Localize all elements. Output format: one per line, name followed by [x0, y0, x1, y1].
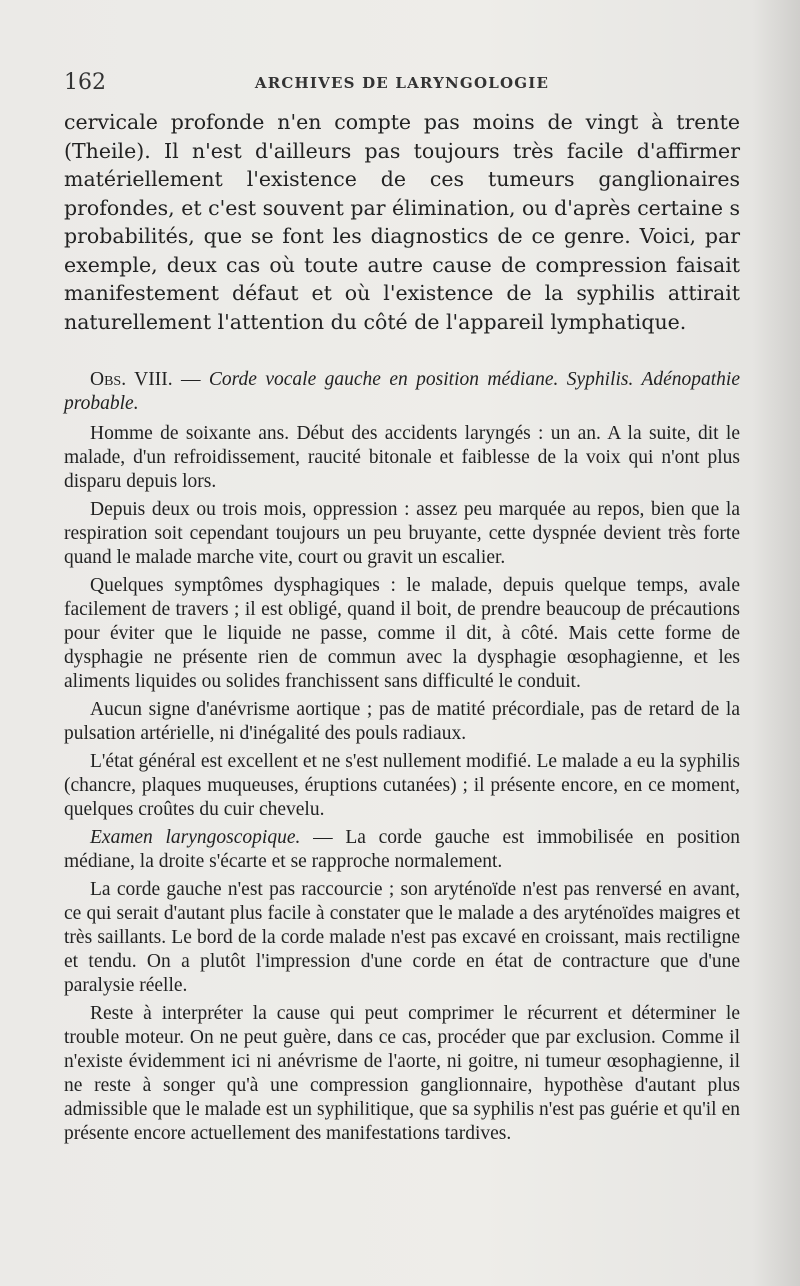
intro-paragraph	[64, 108, 740, 336]
observation-paragraph: La corde gauche n'est pas raccourcie ; son aryténoïde n'est pas renversé en avant, ce qui serait d'autant plus facile à constater que le malade a des aryténoïdes maigres et très saillants. Le bord de la corde malade n'est pas excavé en croissant, mais rectiligne et tendu. On a plutôt l'impression d'une corde en état de contracture que d'une paralysie réelle.	[64, 879, 740, 996]
observation-paragraph: Aucun signe d'anévrisme aortique ; pas de matité précordiale, pas de retard de la pulsation artérielle, ni d'inégalité des pouls radiaux.	[64, 699, 740, 744]
observation-title-italic: Corde vocale gauche en position médiane. Syphilis. Adénopathie probable.	[64, 369, 740, 414]
running-head: ARCHIVES DE LARYNGOLOGIE	[254, 74, 550, 92]
observation-paragraph: Homme de soixante ans. Début des accidents laryngés : un an. A la suite, dit le malade, d'un refroidissement, raucité bitonale et faiblesse de la voix qui n'ont plus disparu depuis lors.	[64, 423, 740, 492]
exam-text: La corde gauche est immobilisée en position médiane, la droite s'écarte et se rapproche normalement.	[64, 827, 740, 872]
observation-paragraph: Quelques symptômes dysphagiques : le malade, depuis quelque temps, avale facilement de travers ; il est obligé, quand il boit, de prendre beaucoup de précautions pour éviter que le liquide ne passe, comme il dit, à côté. Mais cette forme de dysphagie ne présente rien de commun avec la dysphagie œsophagienne, et les aliments liquides ou solides franchissent sans difficulté le conduit.	[64, 575, 740, 692]
observation-title	[64, 368, 740, 416]
observation-block	[64, 368, 740, 1150]
page-number: 162	[64, 70, 106, 95]
exam-paragraph	[64, 826, 740, 874]
observation-dash: —	[172, 369, 209, 390]
observation-paragraph: Depuis deux ou trois mois, oppression : assez peu marquée au repos, bien que la respiration soit cependant toujours un peu bruyante, cette dyspnée devient très forte quand le malade marche vite, court ou gravit un escalier.	[64, 499, 740, 568]
exam-label: Examen laryngoscopique.	[90, 827, 301, 848]
observation-paragraph: L'état général est excellent et ne s'est nullement modifié. Le malade a eu la syphilis (chancre, plaques muqueuses, éruptions cutanées) ; il présente encore, en ce moment, quelques croûtes du cuir chevelu.	[64, 751, 740, 820]
intro-text: cervicale profonde n'en compte pas moins de vingt à trente (Theile). Il n'est d'ailleurs pas toujours très facile d'affirmer matériellement l'existence de ces tumeurs ganglionaires profondes, et c'est souvent par élimination, ou d'après certaine s probabilités, que se font les diagnostics de ce genre. Voici, par exemple, deux cas où toute autre cause de compression faisait manifestement défaut et où l'existence de la syphilis attirait naturellement l'attention du côté de l'appareil lymphatique.	[64, 110, 740, 334]
observation-paragraph: Reste à interpréter la cause qui peut comprimer le récurrent et déterminer le trouble moteur. On ne peut guère, dans ce cas, procéder que par exclusion. Comme il n'existe évidemment ici ni anévrisme de l'aorte, ni goitre, ni tumeur œsophagienne, il ne reste à songer qu'à une compression ganglionnaire, hypothèse d'autant plus admissible que le malade est un syphilitique, que sa syphilis n'est pas guérie et qu'il en présente encore actuellement des manifestations tardives.	[64, 1003, 740, 1144]
page-header	[64, 70, 740, 100]
observation-label: Obs. VIII.	[90, 369, 173, 390]
exam-dash: —	[300, 827, 346, 848]
